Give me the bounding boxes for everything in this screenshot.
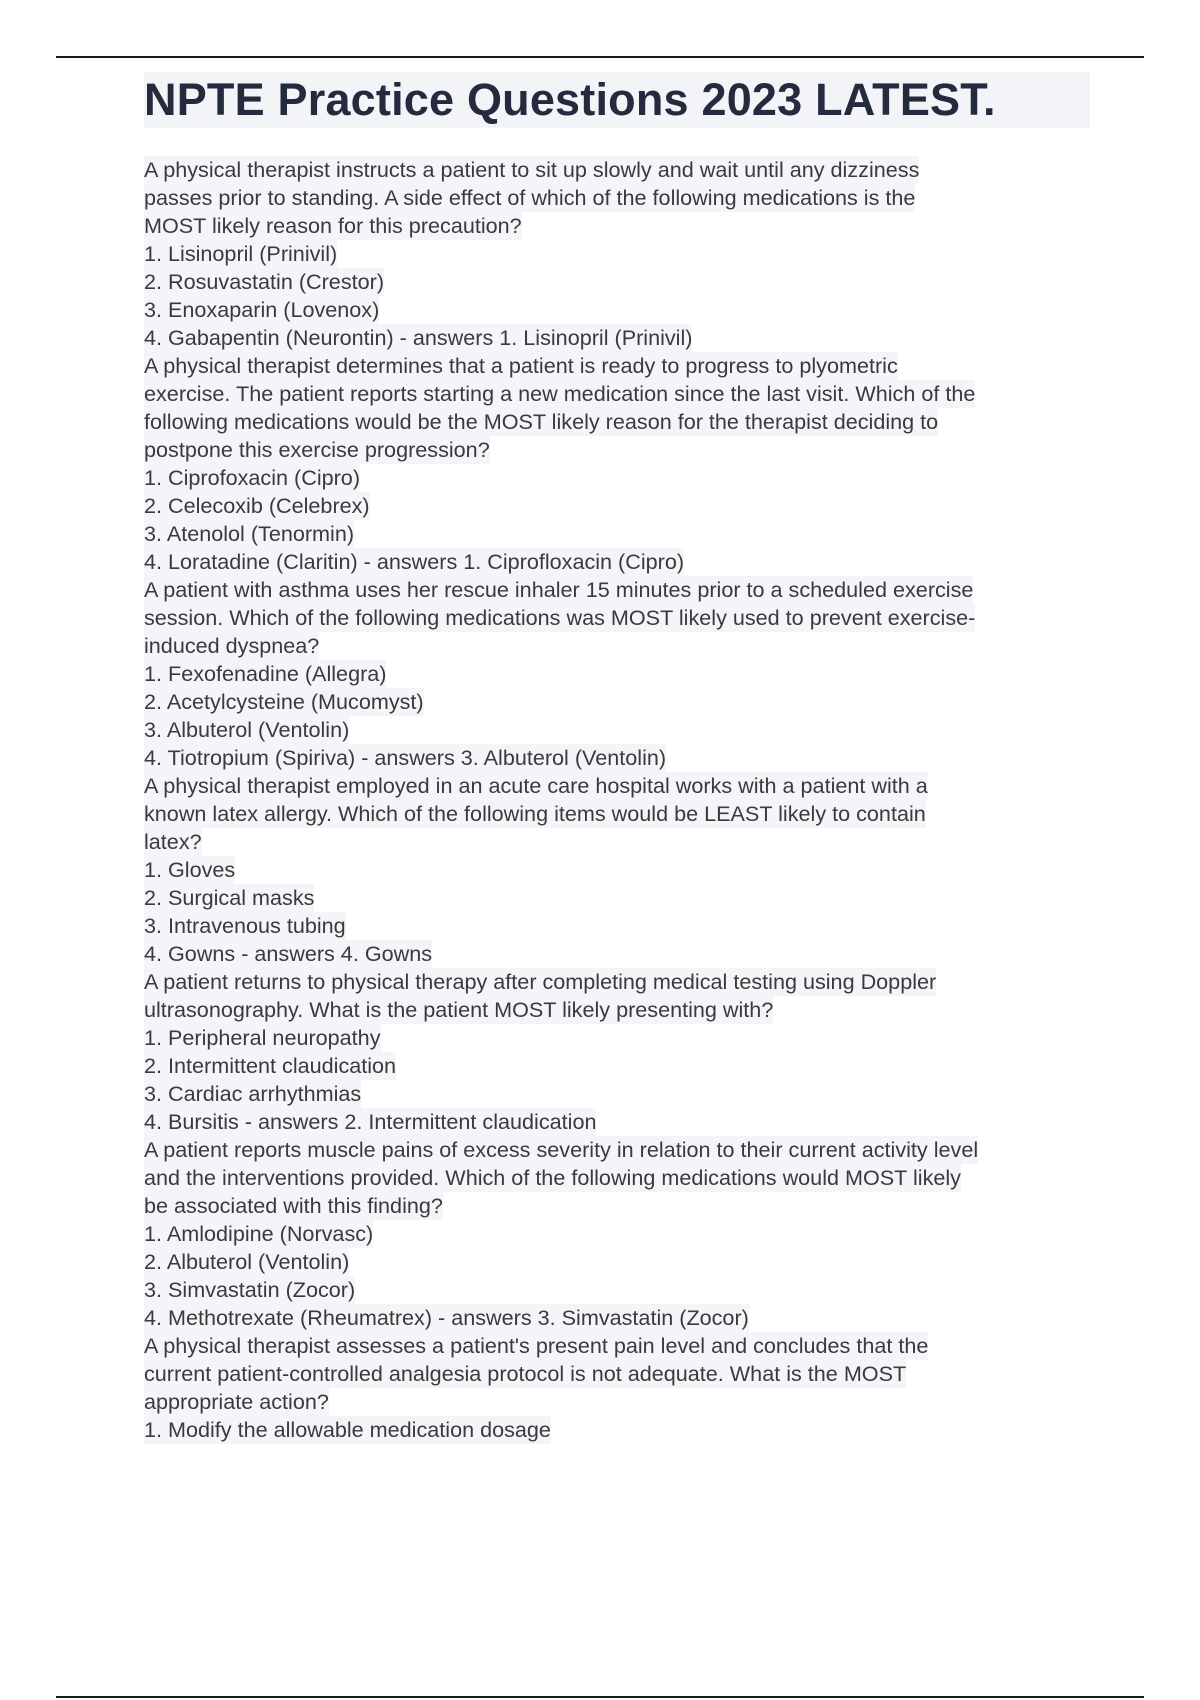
option-line: 1. Modify the allowable medication dosage [144,1417,551,1442]
text-line: session. Which of the following medications was MOST likely used to prevent exercise- [144,605,976,630]
answer-line: 4. Gabapentin (Neurontin) - answers 1. Lisinopril (Prinivil) [144,325,693,350]
text-line: appropriate action? [144,1389,329,1414]
text-line: be associated with this finding? [144,1193,443,1218]
answer-line: 4. Gowns - answers 4. Gowns [144,941,433,966]
text-line: MOST likely reason for this precaution? [144,213,522,238]
option-line: 1. Peripheral neuropathy [144,1025,381,1050]
option-line: 2. Celecoxib (Celebrex) [144,493,370,518]
answer-line: 4. Loratadine (Claritin) - answers 1. Ciprofloxacin (Cipro) [144,549,685,574]
document-title: NPTE Practice Questions 2023 LATEST. [144,72,1090,128]
text-line: A physical therapist employed in an acute care hospital works with a patient with a [144,773,928,798]
answer-line: 4. Tiotropium (Spiriva) - answers 3. Albuterol (Ventolin) [144,745,667,770]
option-line: 1. Ciprofoxacin (Cipro) [144,465,361,490]
option-line: 3. Enoxaparin (Lovenox) [144,297,380,322]
text-line: known latex allergy. Which of the following items would be LEAST likely to contain [144,801,926,826]
text-line: current patient-controlled analgesia protocol is not adequate. What is the MOST [144,1361,907,1386]
text-line: postpone this exercise progression? [144,437,490,462]
option-line: 2. Surgical masks [144,885,315,910]
option-line: 3. Atenolol (Tenormin) [144,521,355,546]
option-line: 3. Cardiac arrhythmias [144,1081,362,1106]
option-line: 3. Simvastatin (Zocor) [144,1277,356,1302]
text-line: A physical therapist assesses a patient's present pain level and concludes that the [144,1333,929,1358]
text-line: A patient returns to physical therapy after completing medical testing using Doppler [144,969,937,994]
option-line: 1. Amlodipine (Norvasc) [144,1221,374,1246]
answer-line: 4. Methotrexate (Rheumatrex) - answers 3. Simvastatin (Zocor) [144,1305,749,1330]
answer-line: 4. Bursitis - answers 2. Intermittent claudication [144,1109,597,1134]
option-line: 1. Fexofenadine (Allegra) [144,661,387,686]
option-line: 1. Lisinopril (Prinivil) [144,241,338,266]
bottom-rule [56,1696,1144,1698]
option-line: 2. Acetylcysteine (Mucomyst) [144,689,424,714]
option-line: 1. Gloves [144,857,236,882]
text-line: following medications would be the MOST likely reason for the therapist deciding to [144,409,939,434]
document-body [144,156,1084,1444]
text-line: ultrasonography. What is the patient MOST likely presenting with? [144,997,774,1022]
text-line: A physical therapist determines that a patient is ready to progress to plyometric [144,353,898,378]
text-line: A patient reports muscle pains of excess severity in relation to their current activity level [144,1137,979,1162]
top-rule [56,56,1144,58]
text-line: latex? [144,829,202,854]
option-line: 3. Intravenous tubing [144,913,346,938]
option-line: 3. Albuterol (Ventolin) [144,717,350,742]
text-line: and the interventions provided. Which of the following medications would MOST likely [144,1165,961,1190]
text-line: exercise. The patient reports starting a new medication since the last visit. Which of the [144,381,976,406]
text-line: A patient with asthma uses her rescue inhaler 15 minutes prior to a scheduled exercise [144,577,974,602]
option-line: 2. Rosuvastatin (Crestor) [144,269,385,294]
text-line: induced dyspnea? [144,633,320,658]
text-line: passes prior to standing. A side effect of which of the following medications is the [144,185,916,210]
option-line: 2. Albuterol (Ventolin) [144,1249,350,1274]
option-line: 2. Intermittent claudication [144,1053,397,1078]
text-line: A physical therapist instructs a patient to sit up slowly and wait until any dizziness [144,157,920,182]
